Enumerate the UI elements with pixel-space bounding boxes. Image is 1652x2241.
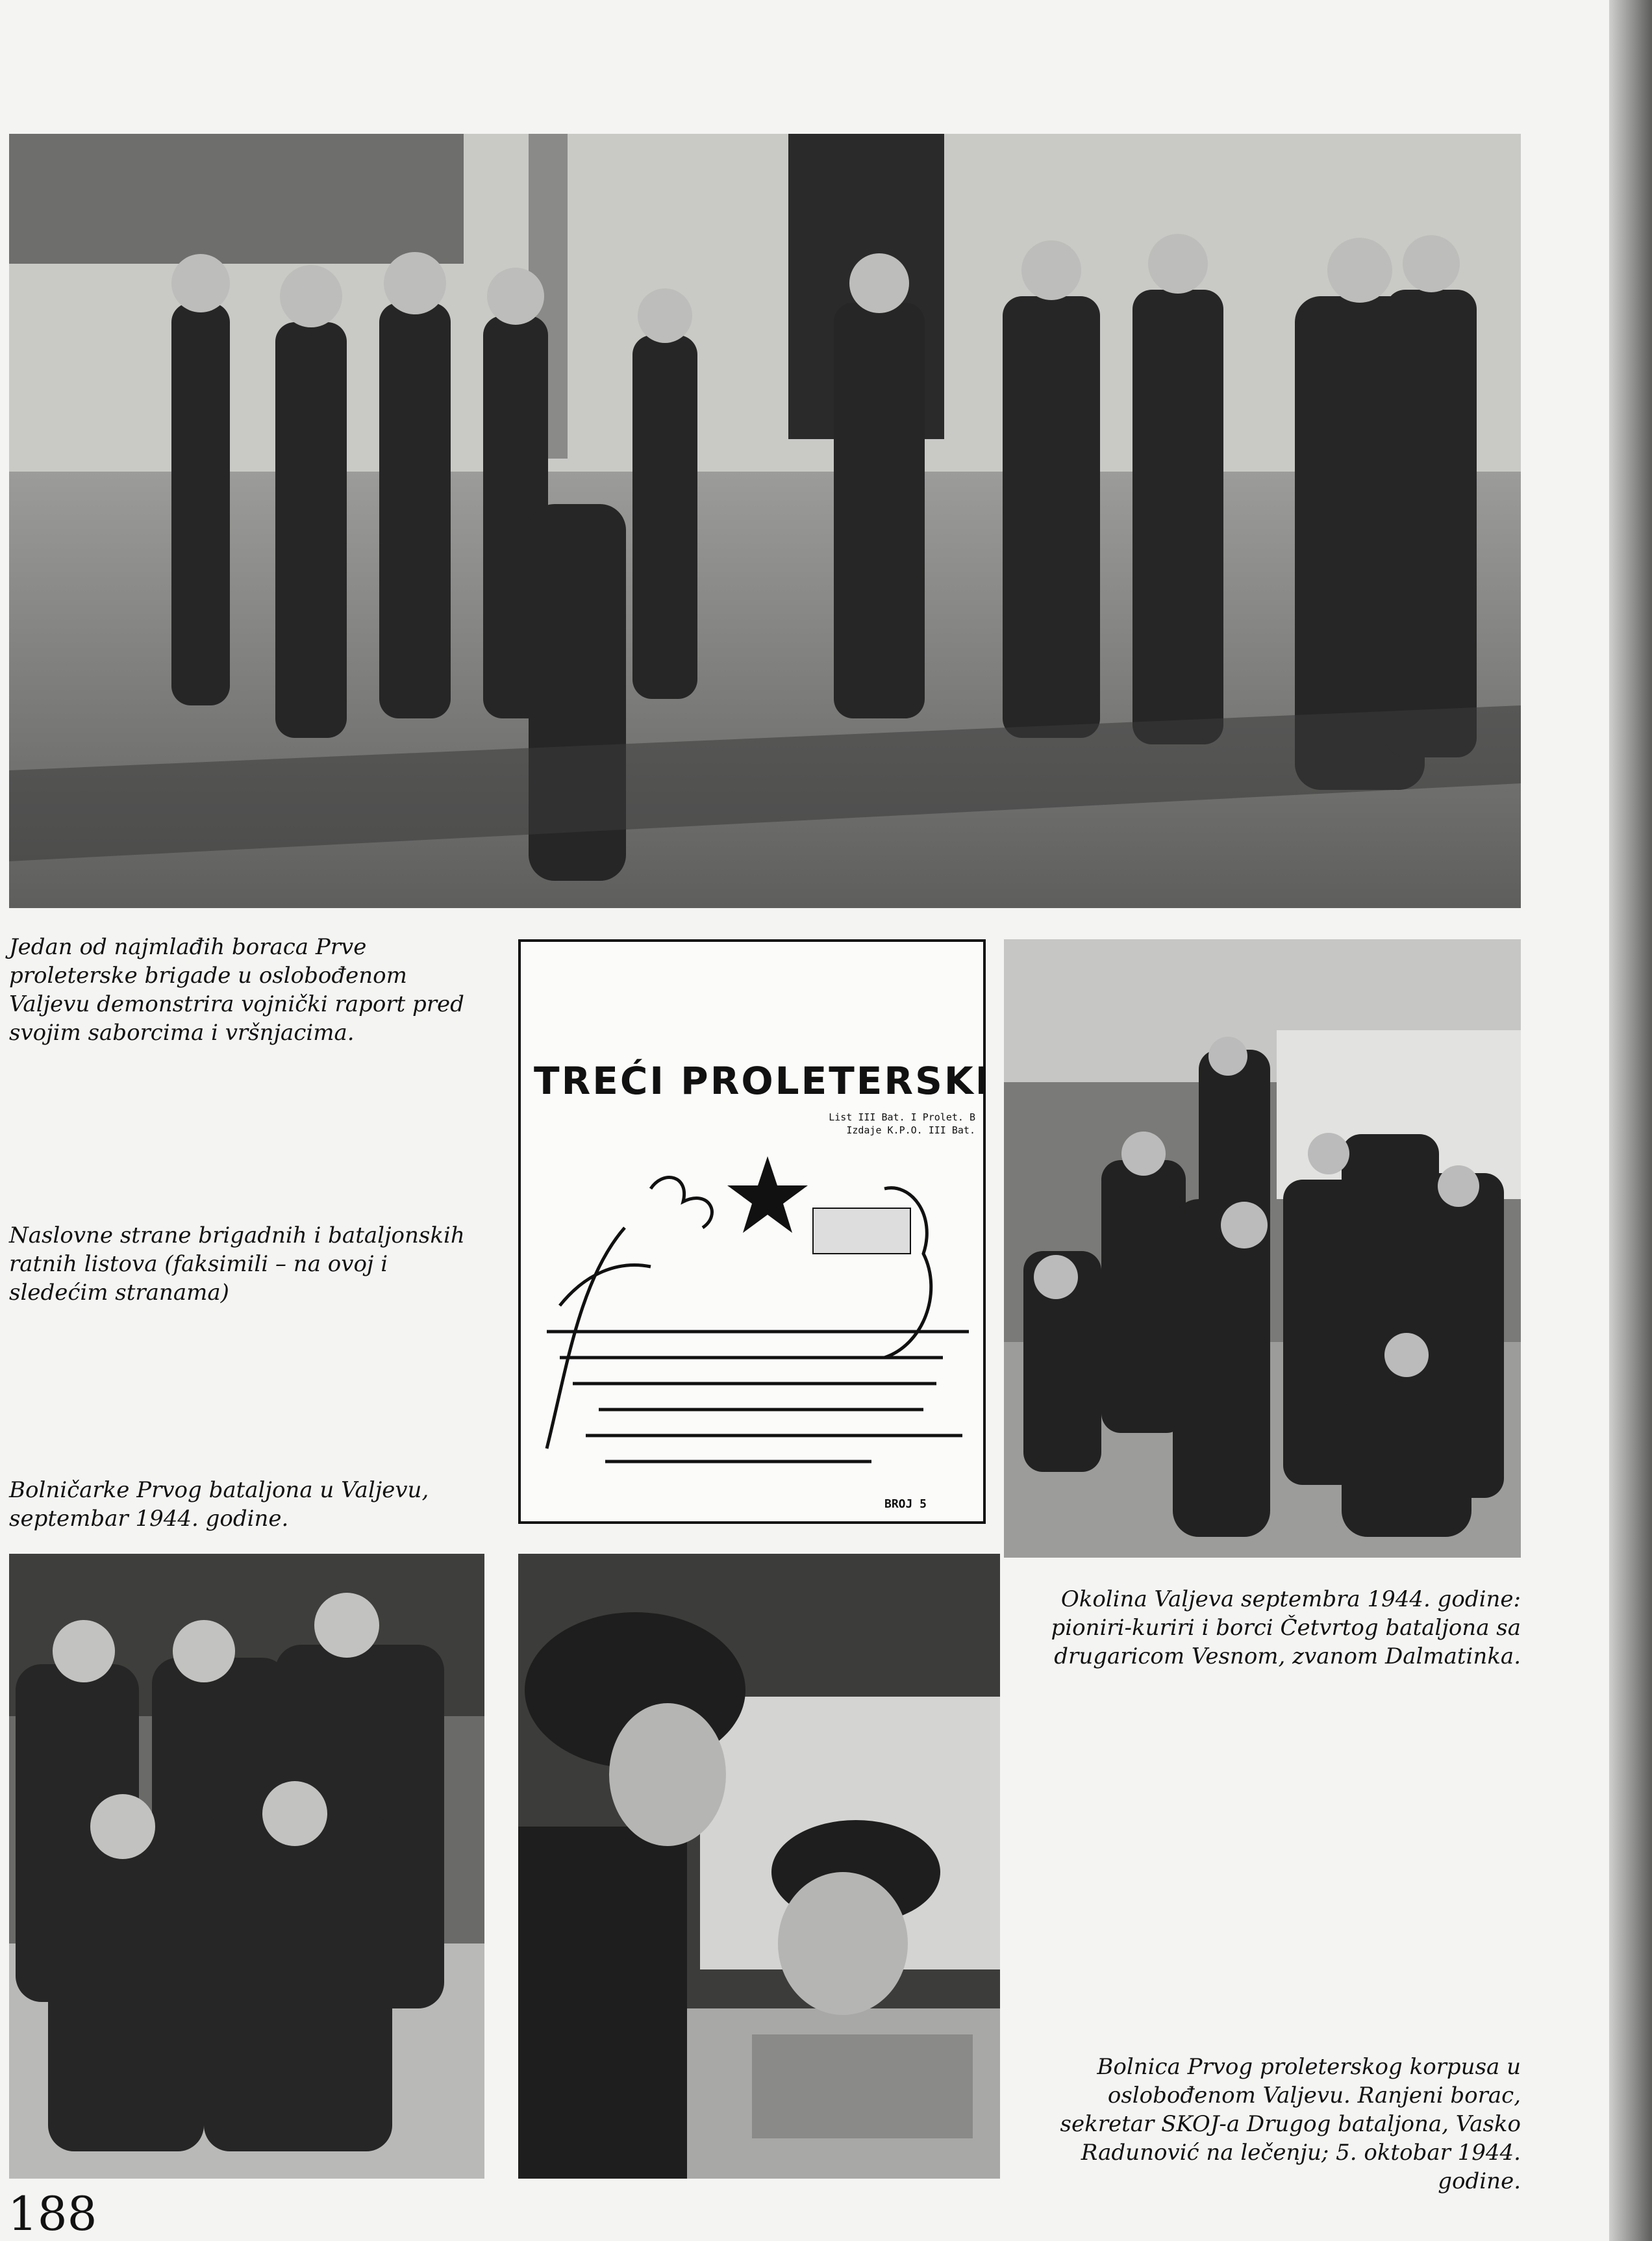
photo-hospital-image xyxy=(518,1554,1000,2179)
caption-outskirts: Okolina Valjeva septembra 1944. godine: pioniri-kuriri i borci Četvrtog bataljona sa drugaricom Vesnom, zvanom Dalmatinka. xyxy=(1051,1586,1521,1669)
photo-outskirts-image xyxy=(1004,939,1521,1558)
facsimile-illustration xyxy=(521,1111,983,1500)
photo-nurses-image xyxy=(9,1554,484,2179)
facsimile-subtitle-line1: List III Bat. I Prolet. B xyxy=(829,1111,975,1123)
photo-nurses xyxy=(9,1554,484,2179)
caption-young-fighter: Jedan od najmlađih boraca Prve proleterske brigade u oslobođenom Valjevu demonstrira vojnički raport pred svojim saborcima i vršnjacima. xyxy=(9,934,464,1046)
photo-outskirts-valjevo xyxy=(1004,939,1521,1558)
facsimile-subtitle-line2: Izdaje K.P.O. III Bat. xyxy=(846,1124,975,1136)
page-number: 188 xyxy=(8,2186,97,2241)
caption-newspapers: Naslovne strane brigadnih i bataljonskih ratnih listova (faksimili – na ovoj i sledećim stranama) xyxy=(9,1222,465,1306)
photo-young-fighter-report xyxy=(9,134,1521,908)
photo-hospital xyxy=(518,1554,1000,2179)
caption-hospital: Bolnica Prvog proleterskog korpusa u oslobođenom Valjevu. Ranjeni borac, sekretar SKOJ-a Drugog bataljona, Vasko Radunović na lečenju; 5. oktobar 1944. godine. xyxy=(1060,2054,1521,2194)
facsimile-title: TREĆI PROLETERSKI xyxy=(534,1059,992,1103)
photo-young-fighter-image xyxy=(9,134,1521,908)
caption-nurses: Bolničarke Prvog bataljona u Valjevu, septembar 1944. godine. xyxy=(9,1477,429,1532)
facsimile-newspaper-treci-proleterski xyxy=(518,939,992,1524)
book-gutter-shadow xyxy=(1609,0,1652,2241)
star-icon xyxy=(727,1156,808,1233)
facsimile-issue-number: BROJ 5 xyxy=(884,1497,927,1511)
